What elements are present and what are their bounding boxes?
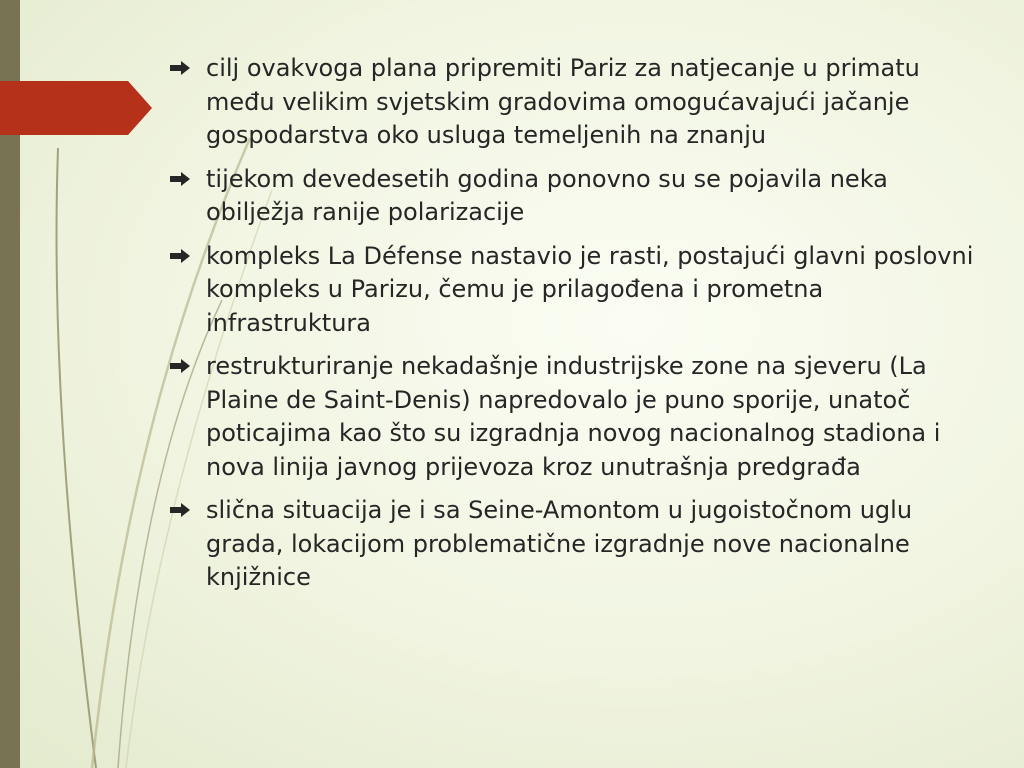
bullet-text: kompleks La Défense nastavio je rasti, postajući glavni poslovni kompleks u Parizu, čemu je prilagođena i prometna infrastruktura [206,241,974,337]
arrow-right-icon [170,172,190,186]
arrow-right-icon [170,61,190,75]
bullet-item [168,52,988,153]
bullet-text: restrukturiranje nekadašnje industrijske zone na sjeveru (La Plaine de Saint-Denis) napredovalo je puno sporije, unatoč poticajima kao što su izgradnja novog nacionalnog stadiona i nova linija javnog prijevoza kroz unutrašnja predgrađa [206,352,941,481]
bullet-item [168,240,988,341]
slide-content [168,52,988,605]
arrow-right-icon [170,359,190,373]
bullet-item [168,350,988,484]
bullet-text: cilj ovakvoga plana pripremiti Pariz za natjecanje u primatu među velikim svjetskim gradovima omogućavajući jačanje gospodarstva oko usluga temeljenih na znanju [206,54,920,149]
bullet-list [168,52,988,595]
bullet-text: slična situacija je i sa Seine-Amontom u jugoistočnom uglu grada, lokacijom problematične izgradnje nove nacionalne knjižnice [206,496,913,591]
bullet-item [168,494,988,595]
bullet-item [168,163,988,230]
arrow-right-icon [170,249,190,263]
bullet-text: tijekom devedesetih godina ponovno su se pojavila neka obilježja ranije polarizacije [206,164,888,226]
arrow-right-icon [170,503,190,517]
